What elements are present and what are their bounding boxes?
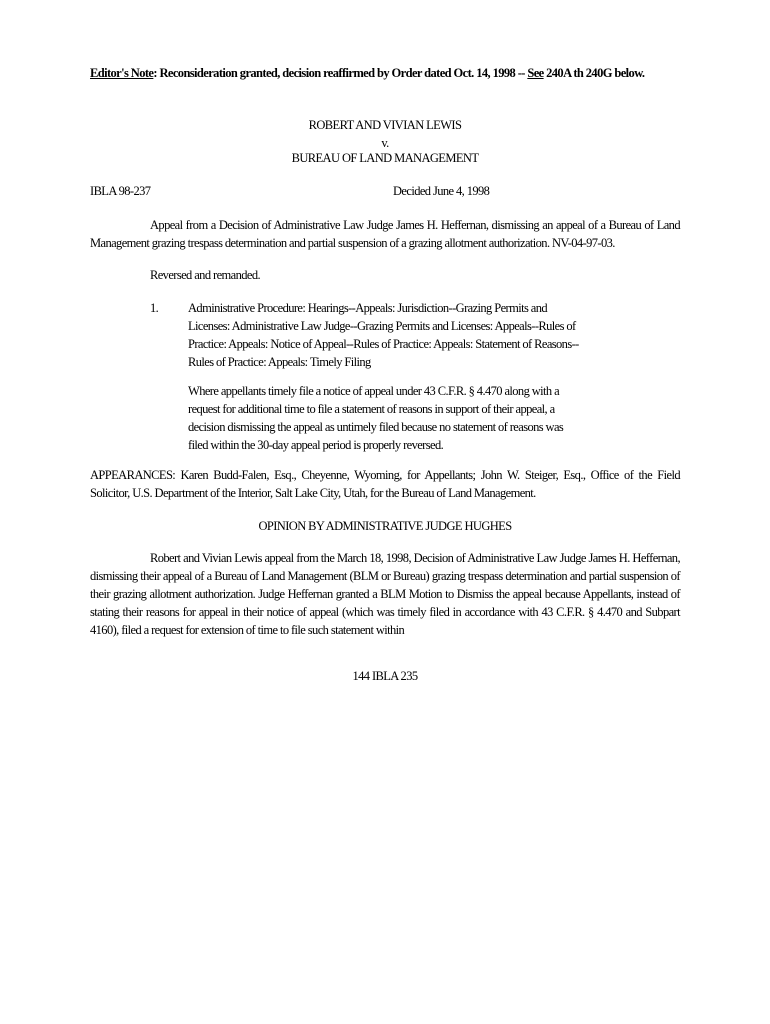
caption-party-a: ROBERT AND VIVIAN LEWIS [308, 118, 462, 132]
page-footer: 144 IBLA 235 [352, 669, 418, 683]
docket-number: IBLA 98-237 [90, 184, 151, 198]
editors-note-see: See [527, 66, 544, 80]
opinion-title: OPINION BY ADMINISTRATIVE JUDGE HUGHES [258, 519, 512, 533]
caption-versus: v. [381, 136, 389, 150]
disposition: Reversed and remanded. [150, 268, 261, 282]
caption-party-b: BUREAU OF LAND MANAGEMENT [291, 151, 479, 165]
headnote-heading: Administrative Procedure: Hearings--Appeals: Jurisdiction--Grazing Permits and Licenses: Administrative Law Judge--Grazing Permits and Licenses: Appeals--Rules of Practice: Appeals: Notice of Appeal--Rules of Practice: Appeals: Statement of Reasons--Rules of Practice: Appeals: Timely Filing [188, 301, 579, 369]
editors-note [90, 64, 680, 82]
editors-note-colon: : [153, 66, 160, 80]
editors-note-label: Editor's Note [90, 66, 154, 80]
appearances: APPEARANCES: Karen Budd-Falen, Esq., Cheyenne, Wyoming, for Appellants; John W. Steiger, Esq., Office of the Field Solicitor, U.S. Department of the Interior, Salt Lake City, Utah, for the Bureau of Land Management. [90, 468, 680, 500]
decision-date: Decided June 4, 1998 [393, 184, 490, 198]
headnote-number: 1. [150, 301, 159, 315]
editors-note-text-2: 240A th 240G below. [543, 66, 645, 80]
opinion-text: Robert and Vivian Lewis appeal from the March 18, 1998, Decision of Administrative Law Judge James H. Heffernan, dismissing their appeal of a Bureau of Land Management (BLM or Bureau) grazing trespass determination and partial suspension of their grazing allotment authorization. Judge Heffernan granted a BLM Motion to Dismiss the appeal because Appellants, instead of stating their reasons for appeal in their notice of appeal (which was timely filed in accordance with 43 C.F.R. § 4.470 and Subpart 4160), filed a request for extension of time to file such statement within [90, 551, 680, 637]
headnote-body: Where appellants timely file a notice of appeal under 43 C.F.R. § 4.470 along with a request for additional time to file a statement of reasons in support of their appeal, a decision dismissing the appeal as untimely filed because no statement of reasons was filed within the 30-day appeal period is properly reversed. [188, 384, 564, 452]
appeal-summary: Appeal from a Decision of Administrative Law Judge James H. Heffernan, dismissing an appeal of a Bureau of Land Management grazing trespass determination and partial suspension of a grazing allotment authorization. NV-04-97-03. [90, 218, 680, 250]
editors-note-text-1: Reconsideration granted, decision reaffirmed by Order dated Oct. 14, 1998 -- [159, 66, 528, 80]
